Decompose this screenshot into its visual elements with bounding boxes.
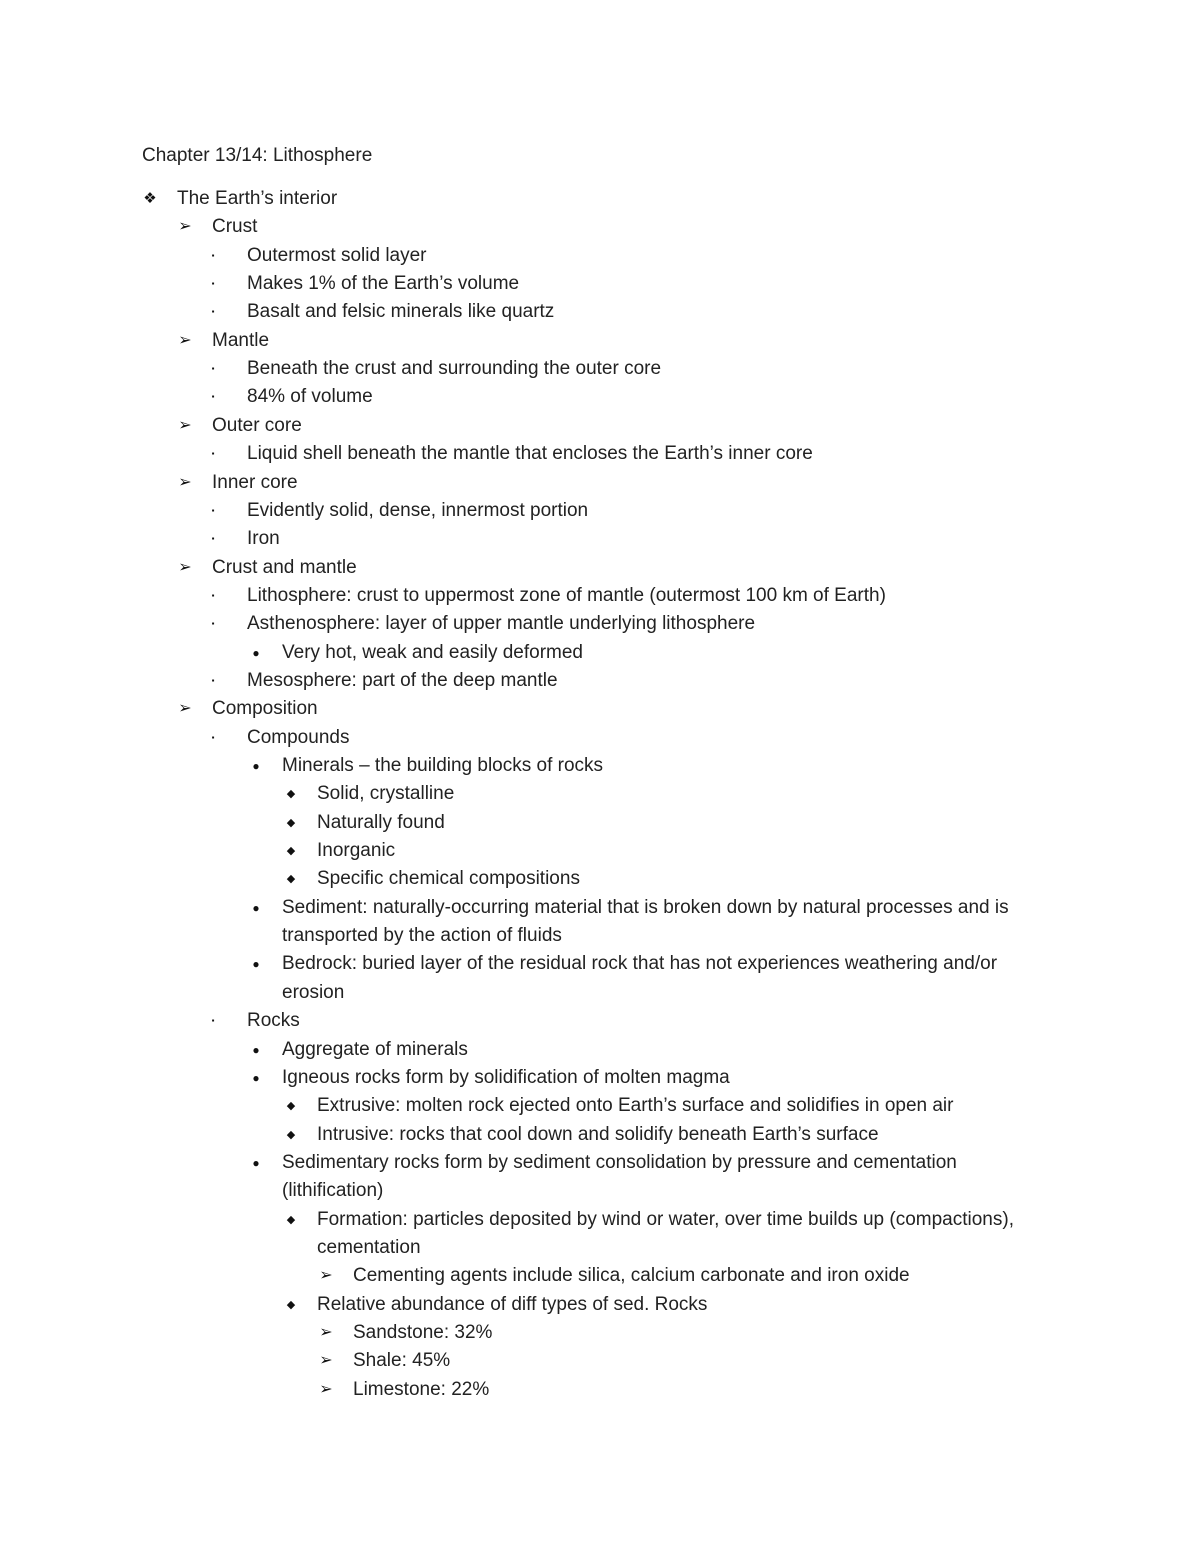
list-item-text: Sedimentary rocks form by sediment consolidation by pressure and cementation [282,1151,957,1173]
page-title: Chapter 13/14: Lithosphere [142,145,373,166]
dot-bullet-icon: ● [252,957,260,972]
list-item-text: Minerals – the building blocks of rocks [282,755,604,776]
list-item-text: transported by the action of fluids [282,925,562,947]
arrow-bullet-icon: ➢ [178,331,192,349]
list-item-text: Sandstone: 32% [353,1322,493,1343]
fancy-bullet-icon: ❖ [143,190,157,207]
dot-bullet-icon: ● [252,900,260,915]
square-bullet-icon: ▪ [211,732,215,742]
list-item-text: cementation [317,1236,421,1258]
square-bullet-icon: ▪ [211,1016,215,1026]
square-bullet-icon: ▪ [211,505,215,515]
list-item-text: Outer core [212,414,302,436]
list-item-text: Very hot, weak and easily deformed [282,641,584,663]
arrow-bullet-icon: ➢ [319,1267,333,1285]
dot-bullet-icon: ● [252,759,260,773]
diamond-bullet-icon: ◆ [286,1128,296,1141]
list-item-text: Shale: 45% [353,1350,451,1372]
list-item-text: The Earth’s interior [177,188,338,209]
square-bullet-icon: ▪ [211,534,215,544]
list-item-text: Crust [212,216,258,238]
square-bullet-icon: ▪ [211,307,215,317]
diamond-bullet-icon: ◆ [286,1213,296,1226]
square-bullet-icon: ▪ [211,279,215,289]
list-item-text: Evidently solid, dense, innermost portion [247,499,589,521]
list-item-text: Limestone: 22% [353,1378,490,1400]
list-item-text: Aggregate of minerals [282,1038,468,1060]
list-item-text: Mantle [212,329,270,351]
diamond-bullet-icon: ◆ [286,873,296,886]
arrow-bullet-icon: ➢ [178,558,192,576]
list-item-text: Lithosphere: crust to uppermost zone of mantle (outermost 100 km of Earth) [247,584,886,606]
list-item-text: Liquid shell beneath the mantle that encloses the Earth’s inner core [247,443,813,465]
diamond-bullet-icon: ◆ [286,1298,296,1311]
list-item-text: Outermost solid layer [247,244,427,266]
arrow-bullet-icon: ➢ [319,1324,333,1341]
list-item-text: Inorganic [317,840,396,862]
square-bullet-icon: ▪ [211,364,215,374]
list-item-text: Extrusive: molten rock ejected onto Earth’s surface and solidifies in open air [317,1095,954,1117]
square-bullet-icon: ▪ [211,619,215,629]
list-item-text: Bedrock: buried layer of the residual rock that has not experiences weathering and/or [282,953,998,975]
arrow-bullet-icon: ➢ [178,416,192,434]
list-item-text: Inner core [212,471,298,493]
list-item-text: Relative abundance of diff types of sed. Rocks [317,1293,708,1315]
list-item-text: Formation: particles deposited by wind or water, over time builds up (compactions), [317,1208,1014,1230]
list-item-text: Sediment: naturally-occurring material that is broken down by natural processes and is [282,896,1009,918]
arrow-bullet-icon: ➢ [319,1380,333,1398]
list-item-text: Basalt and felsic minerals like quartz [247,301,555,323]
list-item-text: Rocks [247,1010,300,1032]
list-item-text: Naturally found [317,811,445,833]
arrow-bullet-icon: ➢ [178,473,192,491]
diamond-bullet-icon: ◆ [286,1100,296,1113]
list-item-text: Intrusive: rocks that cool down and solidify beneath Earth’s surface [317,1123,879,1145]
list-item-text: Solid, crystalline [317,783,455,805]
list-item-text: erosion [282,981,345,1003]
list-item-text: Specific chemical compositions [317,868,580,890]
list-item-text: (lithification) [282,1180,384,1202]
square-bullet-icon: ▪ [211,392,215,402]
diamond-bullet-icon: ◆ [286,788,296,801]
list-item-text: Cementing agents include silica, calcium carbonate and iron oxide [353,1265,910,1287]
arrow-bullet-icon: ➢ [178,700,192,718]
diamond-bullet-icon: ◆ [286,816,296,829]
list-item-text: Beneath the crust and surrounding the outer core [247,358,662,380]
list-item-text: Makes 1% of the Earth’s volume [247,273,520,295]
dot-bullet-icon: ● [252,1042,260,1057]
arrow-bullet-icon: ➢ [178,218,192,236]
list-item-text: 84% of volume [247,386,373,408]
list-item-text: Asthenosphere: layer of upper mantle underlying lithosphere [247,613,756,635]
square-bullet-icon: ▪ [211,250,215,260]
diamond-bullet-icon: ◆ [286,845,296,858]
dot-bullet-icon: ● [252,1070,260,1085]
dot-bullet-icon: ● [252,645,260,660]
list-item-text: Iron [247,528,280,550]
arrow-bullet-icon: ➢ [319,1352,333,1370]
list-item-text: Igneous rocks form by solidification of molten magma [282,1066,730,1088]
square-bullet-icon: ▪ [211,675,215,685]
list-item-text: Mesosphere: part of the deep mantle [247,669,558,691]
list-item-text: Compounds [247,726,350,748]
list-item-text: Crust and mantle [212,556,357,578]
square-bullet-icon: ▪ [211,590,215,600]
square-bullet-icon: ▪ [211,449,215,459]
dot-bullet-icon: ● [252,1155,260,1170]
list-item-text: Composition [212,698,318,720]
